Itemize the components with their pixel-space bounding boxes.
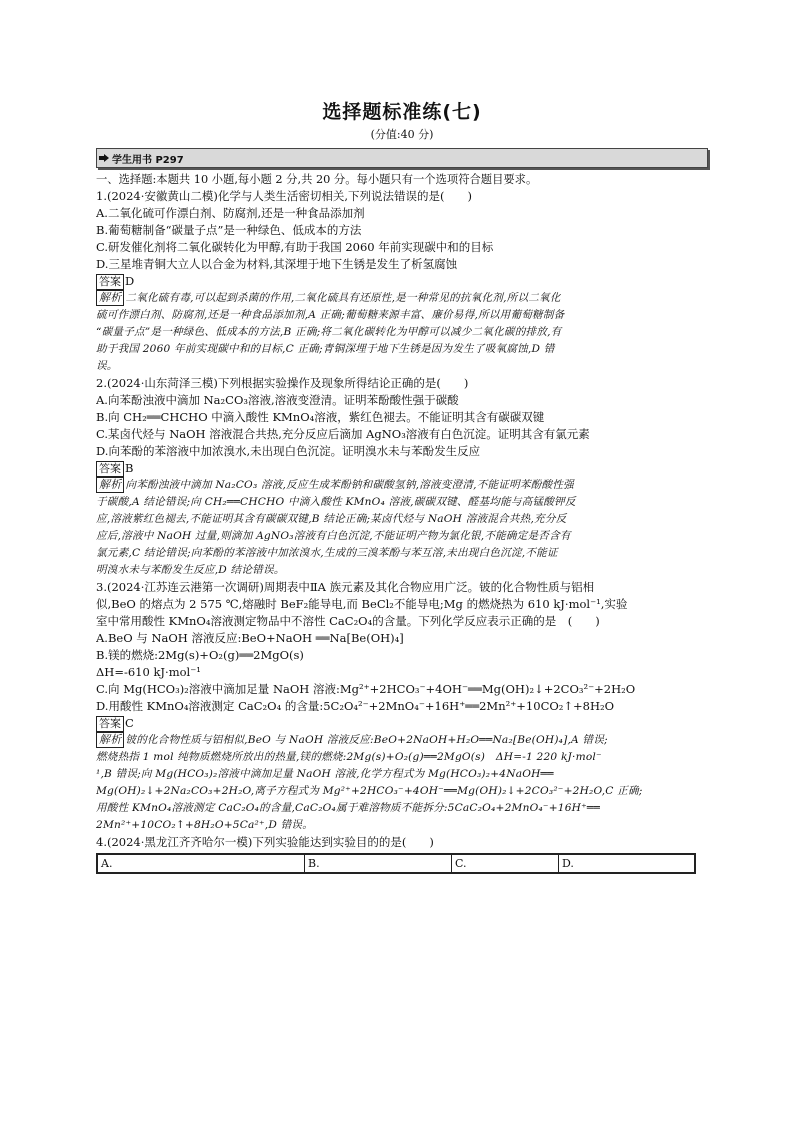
question-1-option-c: C.研发催化剂将二氧化碳转化为甲醇,有助于我国 2060 年前实现碳中和的目标 [96,240,494,254]
explanation-text: 向苯酚浊液中滴加 Na₂CO₃ 溶液,反应生成苯酚钠和碳酸氢钠,溶液变澄清,不能证明苯酚酸性强 [125,479,574,491]
question-2-explanation-line: 明溴水未与苯酚发生反应,D 结论错误。 [96,564,285,576]
question-page [96,100,708,874]
question-2-stem: 2.(2024·山东菏泽三模)下列根据实验操作及现象所得结论正确的是( ) [96,376,469,390]
question-1-explanation-line: 硫可作漂白剂、防腐剂,还是一种食品添加剂,A 正确;葡萄糖来源丰富、廉价易得,所以用葡萄糖制备 [96,309,565,321]
question-3-explanation-line: 用酸性 KMnO₄溶液测定 CaC₂O₄的含量,CaC₂O₄属于难溶物质不能拆分:5CaC₂O₄+2MnO₄⁻+16H⁺══ [96,802,601,814]
explanation-text: 铍的化合物性质与铝相似,BeO 与 NaOH 溶液反应:BeO+2NaOH+H₂O══Na₂[Be(OH)₄],A 错误; [125,734,608,746]
answer-label: 答案 [96,461,124,477]
question-1-explanation-line: 误。 [96,360,118,372]
question-2-option-b: B.向 CH₂══CHCHO 中滴入酸性 KMnO₄溶液，紫红色褪去。不能证明其含有碳碳双键 [96,410,545,424]
question-3-explanation-line: 燃烧热指 1 mol 纯物质燃烧所放出的热量,镁的燃烧:2Mg(s)+O₂(g)══2MgO(s) ΔH=-1 220 kJ·mol⁻ [96,751,602,763]
question-1-explanation-line: 助于我国 2060 年前实现碳中和的目标,C 正确;青铜深埋于地下生锈是因为发生了吸氧腐蚀,D 错 [96,343,555,355]
question-3-stem-line: 3.(2024·江苏连云港第一次调研)周期表中ⅡA 族元素及其化合物应用广泛。铍的化合物性质与铝相 [96,580,595,594]
question-3-answer [96,715,708,732]
question-3-option-b-cont: ΔH=-610 kJ·mol⁻¹ [96,665,201,679]
question-2-answer [96,460,708,477]
explanation-text: 二氧化硫有毒,可以起到杀菌的作用,二氧化硫具有还原性,是一种常见的抗氧化剂,所以二氧化 [125,292,561,304]
question-2-option-c: C.某卤代烃与 NaOH 溶液混合共热,充分反应后滴加 AgNO₃溶液有白色沉淀。证明其含有氯元素 [96,427,590,441]
explanation-label: 解析 [96,290,124,306]
question-3-stem-line: 室中常用酸性 KMnO₄溶液测定物品中不溶性 CaC₂O₄的含量。下列化学反应表示正确的是 ( ) [96,614,600,628]
question-3-option-c: C.向 Mg(HCO₃)₂溶液中滴加足量 NaOH 溶液:Mg²⁺+2HCO₃⁻+4OH⁻══Mg(OH)₂↓+2CO₃²⁻+2H₂O [96,682,636,696]
score-note: (分值:40 分) [370,128,434,141]
option-cell-b: B. [305,854,452,873]
question-1-option-b: B.葡萄糖制备“碳量子点”是一种绿色、低成本的方法 [96,223,362,237]
question-3-option-a: A.BeO 与 NaOH 溶液反应:BeO+NaOH ══Na[Be(OH)₄] [96,631,404,645]
question-2-explanation-line: 应后,溶液中 NaOH 过量,则滴加 AgNO₃溶液有白色沉淀,不能证明产物为氯化银,不能确定是否含有 [96,530,571,542]
option-cell-c: C. [452,854,559,873]
question-4-stem: 4.(2024·黑龙江齐齐哈尔一模)下列实验能达到实验目的的是( ) [96,835,434,849]
question-2-explanation-line: 应,溶液紫红色褪去,不能证明其含有碳碳双键,B 结论正确;某卤代烃与 NaOH 溶液混合共热,充分反 [96,513,567,525]
question-3-option-b: B.镁的燃烧:2Mg(s)+O₂(g)══2MgO(s) [96,648,304,662]
question-1-option-a: A.二氧化硫可作漂白剂、防腐剂,还是一种食品添加剂 [96,206,365,220]
section-instructions: 一、选择题:本题共 10 小题,每小题 2 分,共 20 分。每小题只有一个选项符合题目要求。 [96,173,538,186]
option-cell-a: A. [97,854,305,873]
question-3-explanation-line [96,732,708,749]
question-2-explanation-line [96,477,708,494]
question-1-explanation-line: “碳量子点”是一种绿色、低成本的方法,B 正确;将二氧化碳转化为甲醇可以减少二氧化碳的排放,有 [96,326,562,338]
question-2-explanation-line: 氯元素,C 结论错误;向苯酚的苯溶液中加浓溴水,生成的三溴苯酚与苯互溶,未出现白色沉淀,不能证 [96,547,558,559]
explanation-label: 解析 [96,477,124,493]
answer-value: C [125,716,134,730]
book-reference: 学生用书 P297 [112,154,184,166]
question-4-options-table [96,853,696,874]
answer-value: B [125,461,134,475]
question-3-explanation-line: ¹,B 错误;向 Mg(HCO₃)₂溶液中滴加足量 NaOH 溶液,化学方程式为 Mg(HCO₃)₂+4NaOH══ [96,768,554,780]
question-3-explanation-line: Mg(OH)₂↓+2Na₂CO₃+2H₂O,离子方程式为 Mg²⁺+2HCO₃⁻+4OH⁻══Mg(OH)₂↓+2CO₃²⁻+2H₂O,C 正确; [96,785,643,797]
answer-label: 答案 [96,716,124,732]
answer-label: 答案 [96,274,124,290]
answer-value: D [125,274,135,288]
question-2-explanation-line: 于碳酸,A 结论错误;向 CH₂══CHCHO 中滴入酸性 KMnO₄ 溶液,碳碳双键、醛基均能与高锰酸钾反 [96,496,576,508]
question-1-explanation-line [96,290,708,307]
question-1-stem: 1.(2024·安徽黄山二模)化学与人类生活密切相关,下列说法错误的是( ) [96,189,472,203]
book-reference-bar [96,148,708,168]
option-cell-d: D. [559,854,696,873]
question-3-explanation-line: 2Mn²⁺+10CO₂↑+8H₂O+5Ca²⁺,D 错误。 [96,819,313,831]
question-2-option-d: D.向苯酚的苯溶液中加浓溴水,未出现白色沉淀。证明溴水未与苯酚发生反应 [96,444,481,458]
question-1-option-d: D.三星堆青铜大立人以合金为材料,其深埋于地下生锈是发生了析氢腐蚀 [96,257,458,271]
page-title: 选择题标准练(七) [322,101,482,123]
question-3-stem-line: 似,BeO 的熔点为 2 575 ℃,熔融时 BeF₂能导电,而 BeCl₂不能导电;Mg 的燃烧热为 610 kJ·mol⁻¹,实验 [96,597,628,611]
question-3-option-d: D.用酸性 KMnO₄溶液测定 CaC₂O₄ 的含量:5C₂O₄²⁻+2MnO₄⁻+16H⁺══2Mn²⁺+10CO₂↑+8H₂O [96,699,615,713]
question-1-answer [96,273,708,290]
arrow-icon [99,154,109,162]
question-2-option-a: A.向苯酚浊液中滴加 Na₂CO₃溶液,溶液变澄清。证明苯酚酸性强于碳酸 [96,393,459,407]
explanation-label: 解析 [96,732,124,748]
